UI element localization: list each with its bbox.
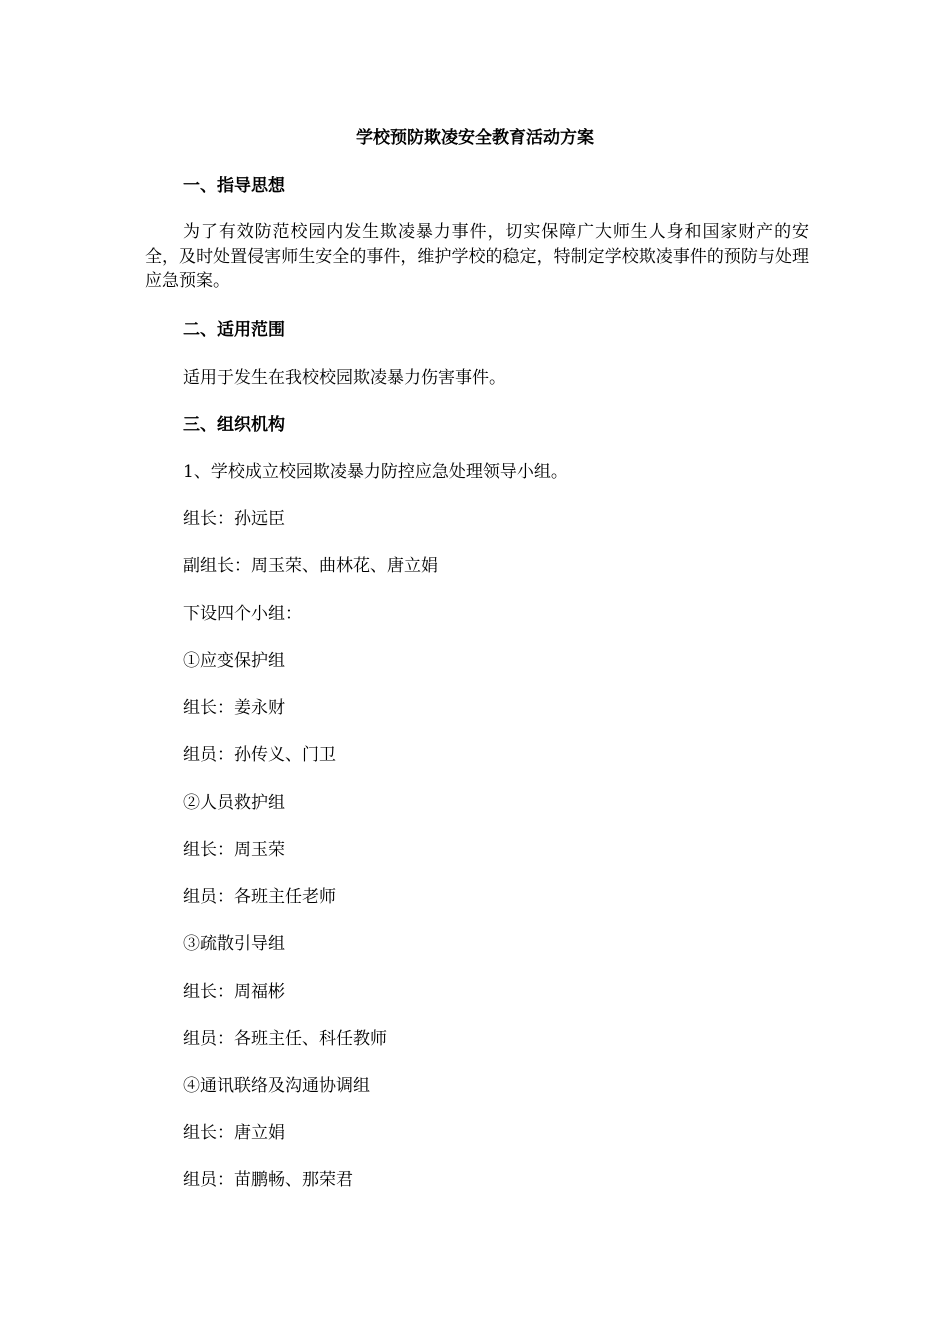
org-line: 1、学校成立校园欺凌暴力防控应急处理领导小组。 — [183, 462, 568, 482]
org-line: ②人员救护组 — [183, 793, 285, 813]
section-heading-organization: 三、组织机构 — [183, 415, 285, 435]
org-line: 组员：孙传义、门卫 — [183, 745, 336, 765]
document-title: 学校预防欺凌安全教育活动方案 — [356, 128, 594, 148]
section-heading-guiding-ideology: 一、指导思想 — [183, 176, 285, 196]
org-line: 组长：周福彬 — [183, 982, 285, 1002]
org-line: ④通讯联络及沟通协调组 — [183, 1076, 370, 1096]
section-paragraph-scope: 适用于发生在我校校园欺凌暴力伤害事件。 — [183, 368, 506, 388]
org-line: 组员：各班主任老师 — [183, 887, 336, 907]
org-line: ③疏散引导组 — [183, 934, 285, 954]
org-line: 组员：各班主任、科任教师 — [183, 1029, 387, 1049]
org-line: 副组长：周玉荣、曲林花、唐立娟 — [183, 556, 438, 576]
org-line: ①应变保护组 — [183, 651, 285, 671]
section-paragraph-guiding-ideology: 为了有效防范校园内发生欺凌暴力事件，切实保障广大师生人身和国家财产的安全，及时处置侵害师生安全的事件，维护学校的稳定，特制定学校欺凌事件的预防与处理应急预案。 — [145, 222, 809, 291]
org-line: 组长：唐立娟 — [183, 1123, 285, 1143]
org-line: 组长：孙远臣 — [183, 509, 285, 529]
org-line: 组长：姜永财 — [183, 698, 285, 718]
org-line: 下设四个小组： — [183, 604, 302, 624]
section-heading-scope: 二、适用范围 — [183, 320, 285, 340]
org-line: 组长：周玉荣 — [183, 840, 285, 860]
org-line: 组员：苗鹏畅、那荣君 — [183, 1170, 353, 1190]
